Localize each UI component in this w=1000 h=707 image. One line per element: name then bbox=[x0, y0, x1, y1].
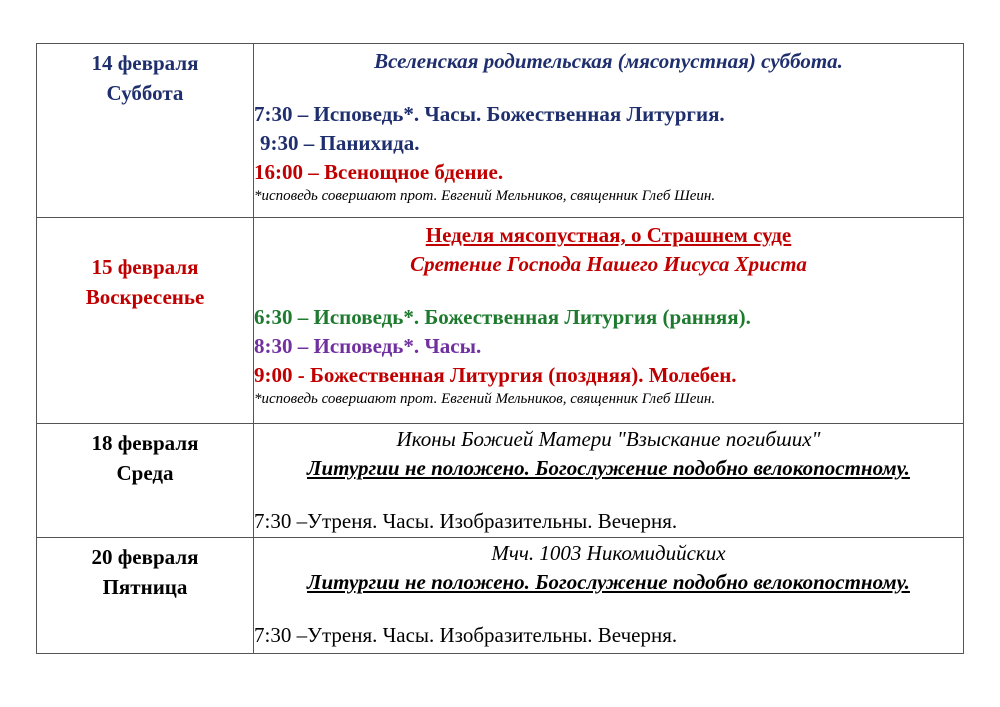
feast-subtitle: Сретение Господа Нашего Иисуса Христа bbox=[410, 252, 807, 276]
date-cell bbox=[37, 44, 254, 218]
date-cell bbox=[37, 538, 254, 654]
service-line: 8:30 – Исповедь*. Часы. bbox=[254, 334, 482, 358]
weekday: Воскресенье bbox=[85, 285, 205, 309]
content-cell bbox=[254, 424, 964, 538]
table-row bbox=[37, 218, 964, 424]
rubric: Литургии не положено. Богослужение подобно велокопостному. bbox=[307, 570, 910, 594]
feast-title: Неделя мясопустная, о Страшнем суде bbox=[425, 223, 792, 247]
weekday: Среда bbox=[116, 461, 174, 485]
confession-note: *исповедь совершают прот. Евгений Мельников, священник Глеб Шеин. bbox=[254, 391, 716, 407]
confession-note: *исповедь совершают прот. Евгений Мельников, священник Глеб Шеин. bbox=[254, 188, 716, 204]
weekday: Пятница bbox=[102, 575, 188, 599]
date: 18 февраля bbox=[91, 431, 199, 455]
weekday: Суббота bbox=[106, 81, 184, 105]
content-cell bbox=[254, 218, 964, 424]
feast-title: Иконы Божией Матери "Взыскание погибших" bbox=[396, 427, 821, 451]
service-line: 7:30 – Исповедь*. Часы. Божественная Литургия. bbox=[254, 102, 725, 126]
date: 15 февраля bbox=[91, 255, 199, 279]
date: 14 февраля bbox=[91, 51, 199, 75]
service-line: 6:30 – Исповедь*. Божественная Литургия (ранняя). bbox=[254, 305, 751, 329]
service-line: 16:00 – Всенощное бдение. bbox=[254, 160, 504, 184]
content-cell bbox=[254, 538, 964, 654]
service-line: 7:30 –Утреня. Часы. Изобразительны. Вечерня. bbox=[254, 623, 678, 647]
date-cell bbox=[37, 218, 254, 424]
feast-title: Вселенская родительская (мясопустная) суббота. bbox=[374, 49, 843, 73]
service-line: 9:00 - Божественная Литургия (поздняя). Молебен. bbox=[254, 363, 737, 387]
feast-title: Мчч. 1003 Никомидийских bbox=[491, 541, 726, 565]
service-line: 7:30 –Утреня. Часы. Изобразительны. Вечерня. bbox=[254, 509, 678, 533]
table-row bbox=[37, 424, 964, 538]
table-row bbox=[37, 44, 964, 218]
schedule-table bbox=[36, 43, 964, 654]
content-cell bbox=[254, 44, 964, 218]
date: 20 февраля bbox=[91, 545, 199, 569]
table-row bbox=[37, 538, 964, 654]
date-cell bbox=[37, 424, 254, 538]
service-line: 9:30 – Панихида. bbox=[260, 131, 420, 155]
rubric: Литургии не положено. Богослужение подобно велокопостному. bbox=[307, 456, 910, 480]
